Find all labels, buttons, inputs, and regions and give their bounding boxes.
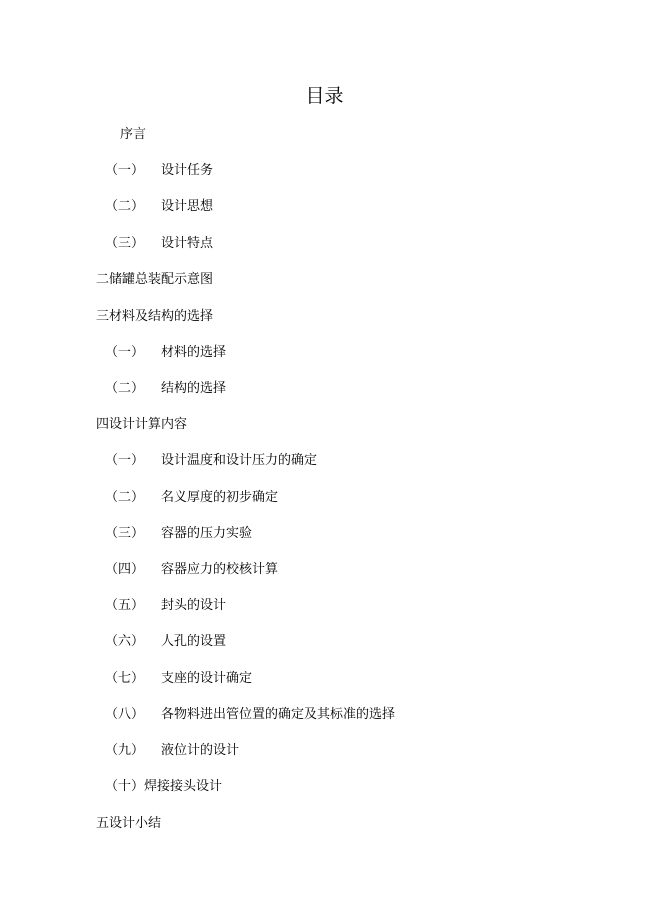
toc-entry-text: 封头的设计 — [161, 598, 227, 613]
toc-entry-number: （二） — [105, 199, 145, 214]
toc-entry-text: 容器应力的校核计算 — [161, 562, 279, 577]
page-title: 目录 — [305, 85, 344, 107]
toc-entry-text: 材料的选择 — [161, 345, 227, 360]
toc-entry-text: 结构的选择 — [161, 381, 227, 396]
toc-section-text: 三材料及结构的选择 — [96, 309, 214, 324]
toc-entry-number: （一） — [105, 345, 145, 360]
toc-entry-text: 设计思想 — [161, 199, 214, 214]
toc-entry-text: 序言 — [120, 127, 147, 142]
toc-entry-text: 各物料进出管位置的确定及其标准的选择 — [161, 707, 396, 722]
toc-entry-text: 液位计的设计 — [161, 743, 240, 758]
toc-entry-number: （三） — [105, 236, 145, 251]
toc-entry-number: （五） — [105, 598, 145, 613]
toc-entry-number: （七） — [105, 671, 145, 686]
toc-section-text: 二储罐总装配示意图 — [96, 272, 214, 287]
toc-entry-text: 容器的压力实验 — [161, 526, 253, 541]
toc-entry-number: （二） — [105, 381, 145, 396]
toc-entry-number: （六） — [105, 634, 145, 649]
toc-entry-text: 人孔的设置 — [161, 634, 227, 649]
toc-entry-text: 支座的设计确定 — [161, 671, 253, 686]
toc-entry-number: （一） — [105, 163, 145, 178]
toc-entry-number: （四） — [105, 562, 145, 577]
toc-entry-text: 设计任务 — [161, 163, 214, 178]
toc-entry-number: （一） — [105, 453, 145, 468]
toc-entry-text: 设计温度和设计压力的确定 — [161, 453, 318, 468]
toc-entry-text: （十）焊接接头设计 — [105, 779, 223, 794]
toc-entry-text: 设计特点 — [161, 236, 214, 251]
toc-section-text: 四设计计算内容 — [96, 417, 188, 432]
toc-entry-number: （三） — [105, 526, 145, 541]
toc-entry-number: （九） — [105, 743, 145, 758]
toc-entry-text: 名义厚度的初步确定 — [161, 490, 279, 505]
toc-entry-number: （八） — [105, 707, 145, 722]
toc-section-text: 五设计小结 — [96, 816, 162, 831]
toc-entry-number: （二） — [105, 490, 145, 505]
